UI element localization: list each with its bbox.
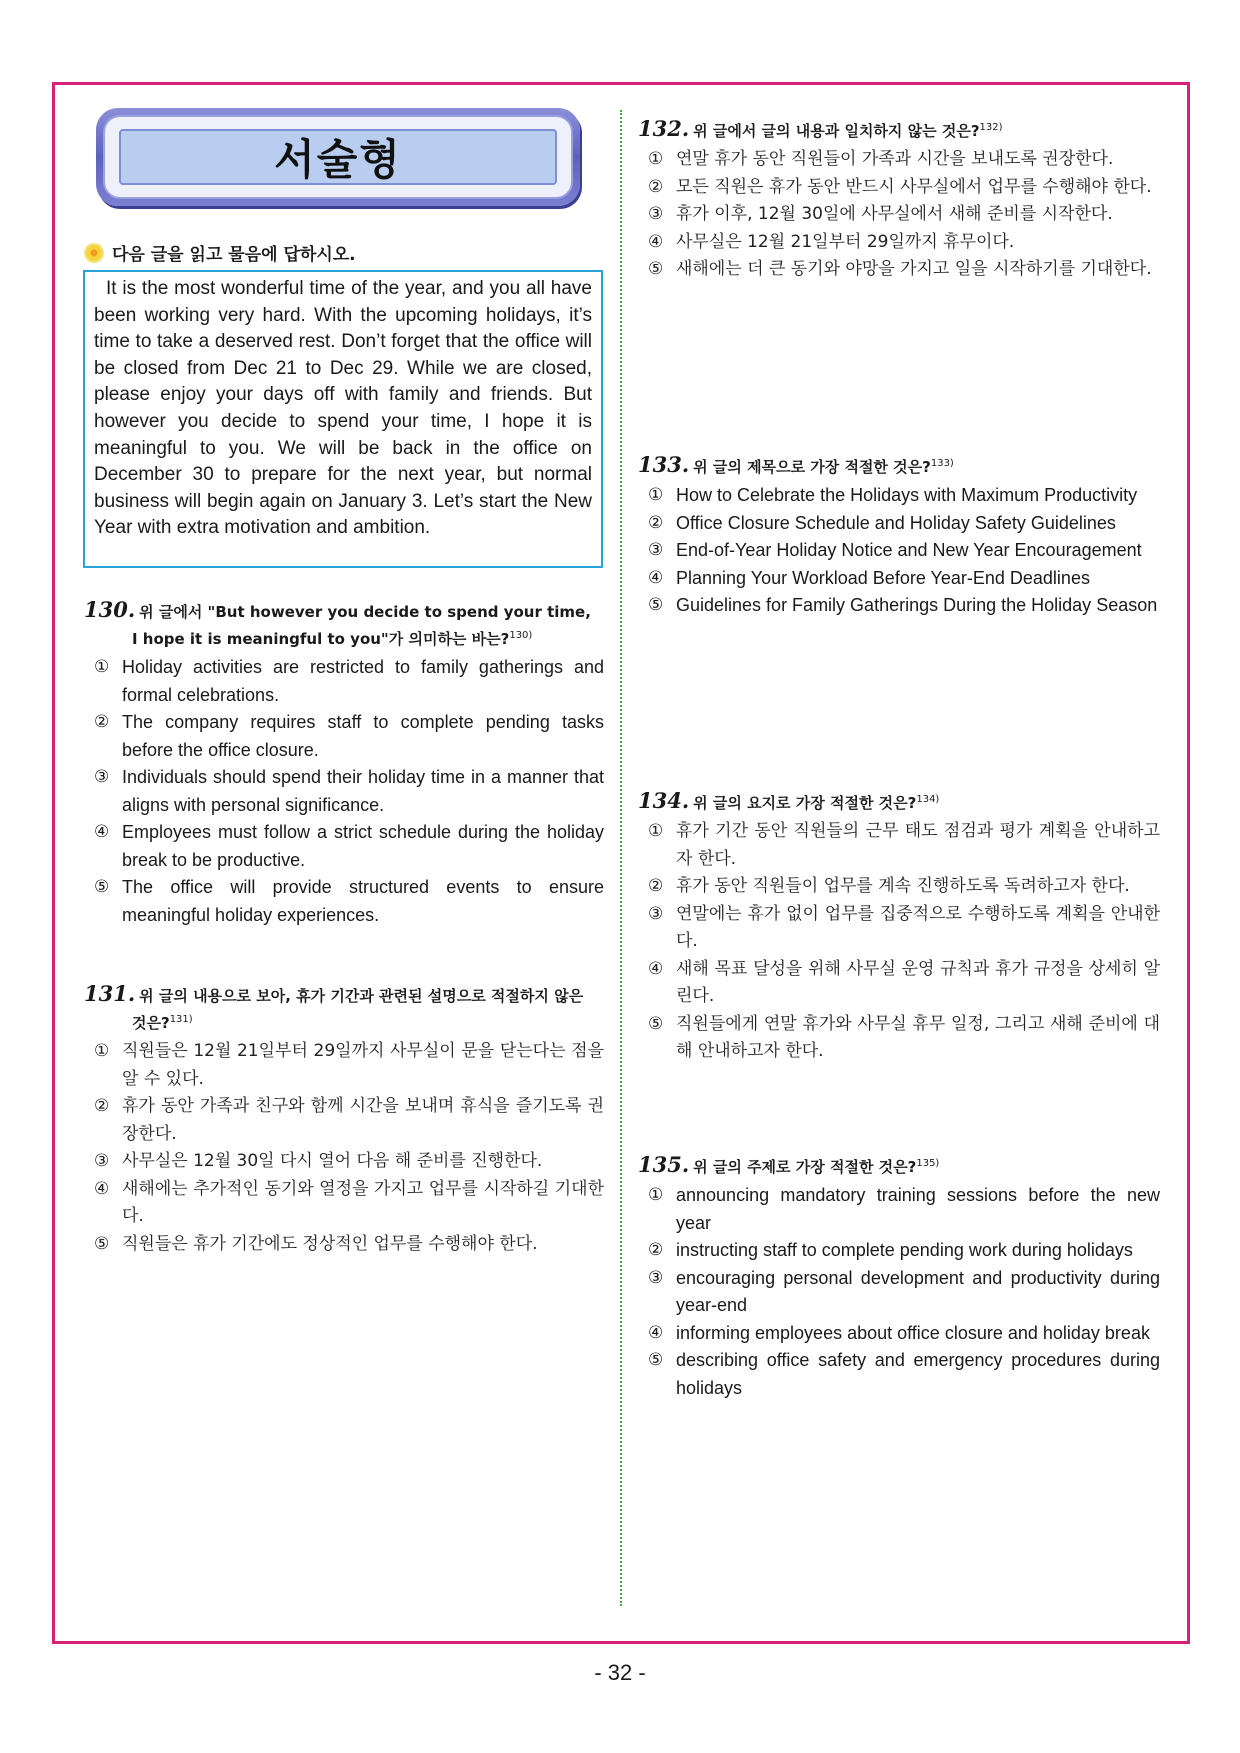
- question-prompt-cont: I hope it is meaningful to you"가 의미하는 바는?: [132, 630, 510, 648]
- question-prompt: 위 글에서 "But however you decide to spend your time,: [139, 603, 591, 621]
- question-prompt: 위 글의 제목으로 가장 적절한 것은?: [693, 458, 931, 476]
- section-title-badge: [96, 108, 580, 206]
- option-2[interactable]: ② instructing staff to complete pending work during holidays: [648, 1240, 1133, 1260]
- option-5[interactable]: ⑤ 직원들은 휴가 기간에도 정상적인 업무를 수행해야 한다.: [94, 1233, 538, 1254]
- option-5[interactable]: ⑤ 직원들에게 연말 휴가와 사무실 휴무 일정, 그리고 새해 준비에 대해 안내하고자 한다.: [648, 1013, 1160, 1061]
- option-5[interactable]: ⑤ The office will provide structured events to ensure meaningful holiday experiences.: [94, 877, 604, 925]
- option-1[interactable]: ① Holiday activities are restricted to family gatherings and formal celebrations.: [94, 657, 604, 705]
- option-1[interactable]: ① How to Celebrate the Holidays with Maximum Productivity: [648, 485, 1138, 505]
- question-ref: 130): [509, 630, 533, 641]
- option-1[interactable]: ① announcing mandatory training sessions before the new year: [648, 1185, 1160, 1233]
- question-ref: 132): [979, 122, 1003, 133]
- option-1[interactable]: ① 직원들은 12월 21일부터 29일까지 사무실이 문을 닫는다는 점을 알 수 있다.: [94, 1041, 604, 1089]
- option-5[interactable]: ⑤ describing office safety and emergency procedures during holidays: [648, 1350, 1160, 1398]
- question-133: [638, 452, 1160, 620]
- question-number: 132.: [638, 116, 690, 141]
- option-2[interactable]: ② The company requires staff to complete pending tasks before the office closure.: [94, 712, 604, 760]
- question-prompt-cont: 것은?: [132, 1014, 170, 1032]
- flower-icon: [84, 243, 104, 263]
- question-131: [84, 982, 604, 1258]
- option-2[interactable]: ② 모든 직원은 휴가 동안 반드시 사무실에서 업무를 수행해야 한다.: [648, 176, 1152, 197]
- option-3[interactable]: ③ 휴가 이후, 12월 30일에 사무실에서 새해 준비를 시작한다.: [648, 204, 1113, 224]
- question-prompt: 위 글에서 글의 내용과 일치하지 않는 것은?: [693, 122, 980, 140]
- option-2[interactable]: ② 휴가 동안 가족과 친구와 함께 시간을 보내며 휴식을 즐기도록 권장한다.: [94, 1096, 604, 1144]
- question-ref: 133): [930, 458, 954, 469]
- option-4[interactable]: ④ informing employees about office closure and holiday break: [648, 1322, 1150, 1343]
- question-135: [638, 1152, 1160, 1402]
- option-1[interactable]: ① 휴가 기간 동안 직원들의 근무 태도 점검과 평가 계획을 안내하고자 한다.: [648, 821, 1160, 869]
- question-ref: 131): [169, 1014, 193, 1025]
- option-4[interactable]: ④ Employees must follow a strict schedule during the holiday break to be productive.: [94, 822, 604, 870]
- instruction-text: 다음 글을 읽고 물음에 답하시오.: [112, 245, 356, 265]
- question-number: 135.: [638, 1152, 690, 1177]
- question-132: [638, 116, 1160, 284]
- option-3[interactable]: ③ End-of-Year Holiday Notice and New Year Encouragement: [648, 540, 1142, 560]
- question-number: 134.: [638, 788, 690, 813]
- option-1[interactable]: ① 연말 휴가 동안 직원들이 가족과 시간을 보내도록 권장한다.: [648, 149, 1114, 169]
- option-3[interactable]: ③ Individuals should spend their holiday time in a manner that aligns with personal significance.: [94, 767, 604, 815]
- question-134: [638, 788, 1160, 1066]
- question-130: [84, 598, 604, 929]
- option-3[interactable]: ③ 사무실은 12월 30일 다시 열어 다음 해 준비를 진행한다.: [94, 1151, 543, 1171]
- question-number: 133.: [638, 452, 690, 477]
- reading-passage: It is the most wonderful time of the year, and you all have been working very hard. With the upcoming holidays, it’s time to take a deserved rest. Don’t forget that the office will be closed from Dec 21 to Dec 29. While we are closed, please enjoy your days off with family and friends. But however you decide to spend your time, I hope it is meaningful to you. We will be back in the office on December 30 to prepare for the next year, but normal business will begin again on January 3. Let’s start the New Year with extra motivation and ambition.: [83, 270, 603, 568]
- option-4[interactable]: ④ 새해에는 추가적인 동기와 열정을 가지고 업무를 시작하길 기대한다.: [94, 1178, 604, 1226]
- question-number: 130.: [84, 597, 136, 622]
- option-3[interactable]: ③ encouraging personal development and productivity during year-end: [648, 1267, 1160, 1315]
- option-2[interactable]: ② Office Closure Schedule and Holiday Safety Guidelines: [648, 512, 1116, 533]
- option-4[interactable]: ④ 사무실은 12월 21일부터 29일까지 휴무이다.: [648, 231, 1015, 252]
- question-ref: 135): [916, 1158, 940, 1169]
- option-2[interactable]: ② 휴가 동안 직원들이 업무를 계속 진행하도록 독려하고자 한다.: [648, 876, 1130, 896]
- section-title: 서술형: [274, 135, 402, 184]
- question-prompt: 위 글의 내용으로 보아, 휴가 기간과 관련된 설명으로 적절하지 않은: [139, 987, 584, 1005]
- option-5[interactable]: ⑤ Guidelines for Family Gatherings During the Holiday Season: [648, 595, 1158, 615]
- question-prompt: 위 글의 주제로 가장 적절한 것은?: [693, 1158, 917, 1176]
- page-number: - 32 -: [594, 1660, 646, 1685]
- option-5[interactable]: ⑤ 새해에는 더 큰 동기와 야망을 가지고 일을 시작하기를 기대한다.: [648, 259, 1152, 279]
- option-4[interactable]: ④ 새해 목표 달성을 위해 사무실 운영 규칙과 휴가 규정을 상세히 알린다.: [648, 958, 1160, 1006]
- instruction: [84, 240, 356, 265]
- option-3[interactable]: ③ 연말에는 휴가 없이 업무를 집중적으로 수행하도록 계획을 안내한다.: [648, 903, 1160, 951]
- question-number: 131.: [84, 981, 136, 1006]
- question-ref: 134): [916, 794, 940, 805]
- column-divider: [620, 110, 622, 1606]
- option-4[interactable]: ④ Planning Your Workload Before Year-End Deadlines: [648, 567, 1090, 588]
- question-prompt: 위 글의 요지로 가장 적절한 것은?: [693, 794, 917, 812]
